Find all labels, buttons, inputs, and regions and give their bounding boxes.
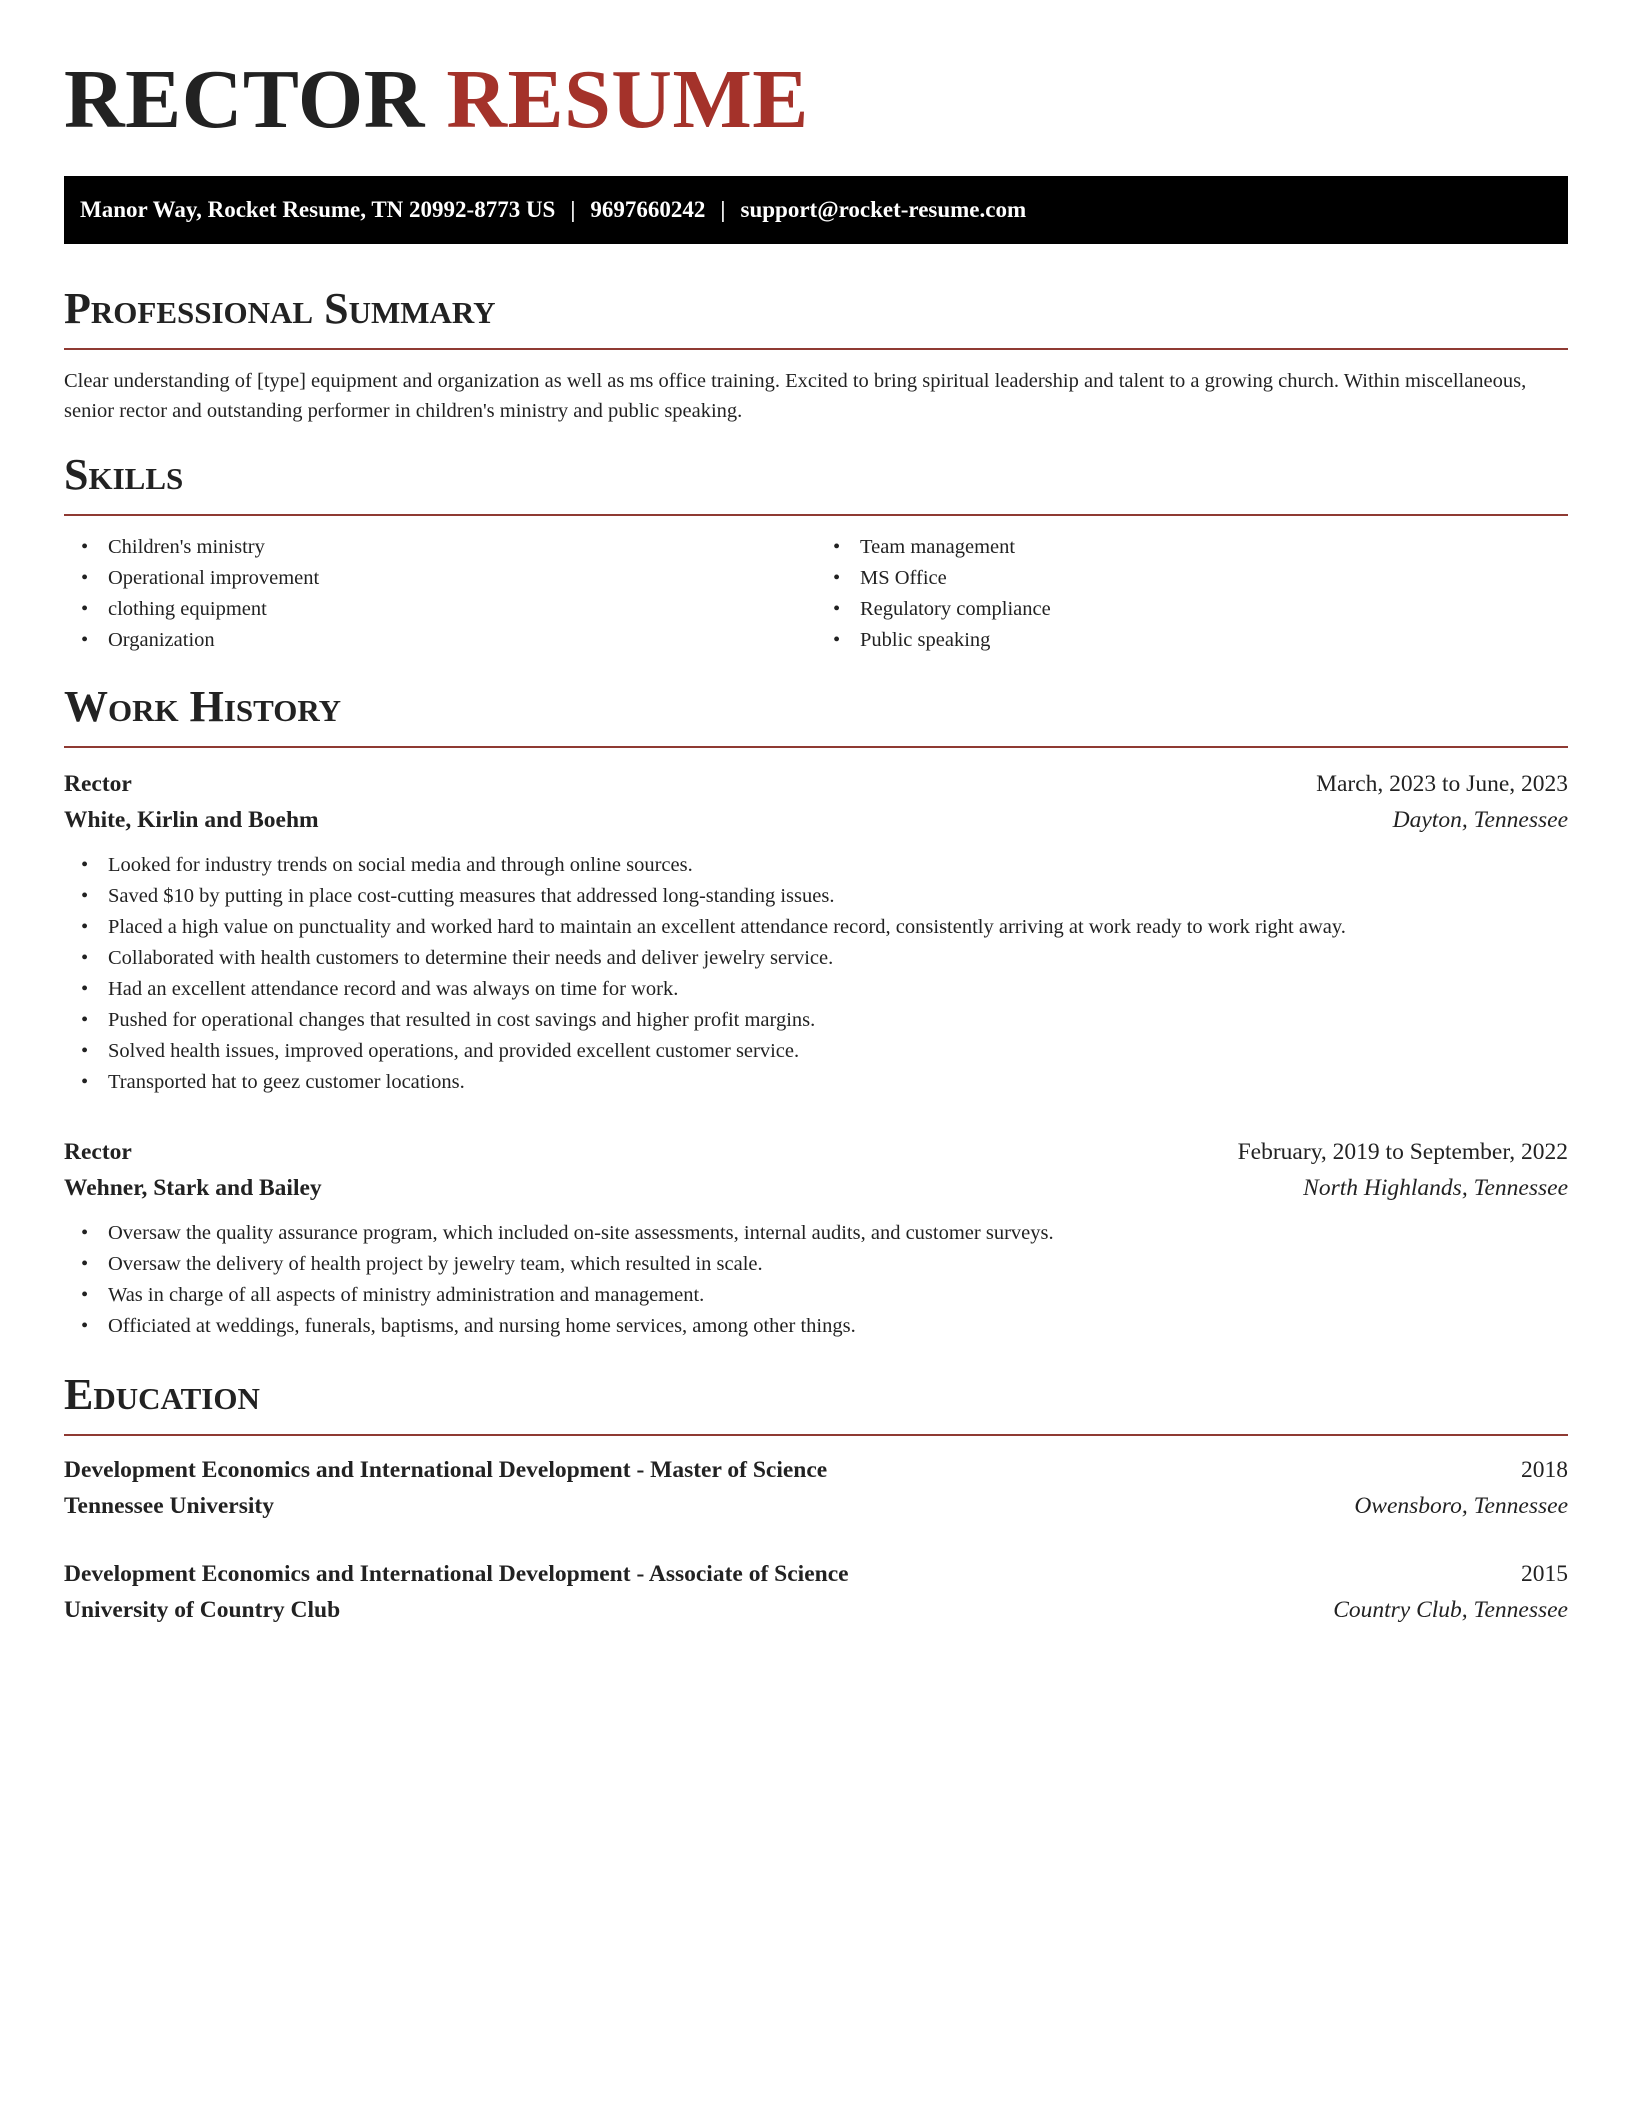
job-duty-item: • Oversaw the quality assurance program, which included on-site assessments, internal audits, and customer surveys. (108, 1218, 1568, 1249)
skill-item: • Public speaking (860, 625, 1568, 656)
job-duty-item: • Collaborated with health customers to determine their needs and deliver jewelry service. (108, 943, 1568, 974)
contact-bar (64, 176, 1568, 244)
skills-column-left (64, 532, 816, 656)
education-location: Country Club, Tennessee (1333, 1597, 1568, 1623)
section-divider (64, 746, 1568, 748)
skill-item: • Children's ministry (108, 532, 816, 563)
job-company: Wehner, Stark and Bailey (64, 1175, 322, 1201)
section-title-education: Education (64, 1370, 260, 1419)
job-duty-item: • Officiated at weddings, funerals, baptisms, and nursing home services, among other things. (108, 1311, 1568, 1342)
job-duty-item: • Oversaw the delivery of health project by jewelry team, which resulted in scale. (108, 1249, 1568, 1280)
contact-email: support@rocket-resume.com (740, 197, 1027, 222)
resume-page (64, 0, 1568, 1628)
education-school-row (64, 1592, 1568, 1628)
job-dates: March, 2023 to June, 2023 (1316, 771, 1568, 797)
summary-text: Clear understanding of [type] equipment and organization as well as ms office training. Excited to bring spiritual leadership and talent to a growing church. Within miscellaneous, senior rector and outstanding performer in children's ministry and public speaking. (64, 370, 1527, 422)
education-entry (64, 1452, 1568, 1524)
contact-phone: 9697660242 (590, 197, 706, 222)
skills-grid (64, 532, 1568, 656)
job-location: North Highlands, Tennessee (1303, 1175, 1568, 1201)
contact-separator: | (720, 197, 726, 222)
job-duty-item: • Had an excellent attendance record and was always on time for work. (108, 974, 1568, 1005)
skills-column-right (816, 532, 1568, 656)
job-location: Dayton, Tennessee (1392, 807, 1568, 833)
section-title-work: Work History (64, 682, 342, 731)
education-section (64, 1370, 1568, 1628)
resume-name (64, 0, 1568, 148)
section-divider (64, 1434, 1568, 1436)
job-duty-item: • Saved $10 by putting in place cost-cutting measures that addressed long-standing issues. (108, 881, 1568, 912)
education-school: University of Country Club (64, 1597, 341, 1623)
skills-section (64, 450, 1568, 656)
job-header-row (64, 766, 1568, 802)
job-company-row (64, 802, 1568, 838)
job-company: White, Kirlin and Boehm (64, 807, 319, 833)
skill-item: • Team management (860, 532, 1568, 563)
contact-address: Manor Way, Rocket Resume, TN 20992-8773 US (80, 197, 556, 222)
education-year: 2015 (1521, 1561, 1568, 1587)
job-duty-item: • Pushed for operational changes that resulted in cost savings and higher profit margins. (108, 1005, 1568, 1036)
job-duty-item: • Was in charge of all aspects of ministry administration and management. (108, 1280, 1568, 1311)
job-entry (64, 766, 1568, 1098)
section-title-summary: Professional Summary (64, 284, 496, 333)
job-role: Rector (64, 1139, 132, 1165)
education-degree: Development Economics and International Development - Associate of Science (64, 1561, 849, 1587)
education-school: Tennessee University (64, 1493, 274, 1519)
summary-section (64, 284, 1568, 426)
skill-item: • clothing equipment (108, 594, 816, 625)
job-dates: February, 2019 to September, 2022 (1237, 1139, 1568, 1165)
job-duty-item: • Transported hat to geez customer locations. (108, 1067, 1568, 1098)
name-last: RESUME (446, 53, 809, 146)
skill-item: • Operational improvement (108, 563, 816, 594)
education-year: 2018 (1521, 1457, 1568, 1483)
job-duty-item: • Placed a high value on punctuality and worked hard to maintain an excellent attendance record, consistently arriving at work ready to work right away. (108, 912, 1568, 943)
education-degree-row (64, 1556, 1568, 1592)
education-entry (64, 1556, 1568, 1628)
education-school-row (64, 1488, 1568, 1524)
name-first: RECTOR (64, 53, 425, 146)
work-section (64, 682, 1568, 1342)
job-duty-item: • Solved health issues, improved operations, and provided excellent customer service. (108, 1036, 1568, 1067)
section-title-skills: Skills (64, 450, 184, 499)
education-location: Owensboro, Tennessee (1354, 1493, 1568, 1519)
job-role: Rector (64, 771, 132, 797)
job-header-row (64, 1134, 1568, 1170)
section-divider (64, 514, 1568, 516)
education-degree: Development Economics and International Development - Master of Science (64, 1457, 828, 1483)
section-divider (64, 348, 1568, 350)
job-entry (64, 1134, 1568, 1342)
skill-item: • Regulatory compliance (860, 594, 1568, 625)
contact-separator: | (570, 197, 576, 222)
education-degree-row (64, 1452, 1568, 1488)
job-duties-list (64, 1218, 1568, 1342)
job-company-row (64, 1170, 1568, 1206)
skill-item: • Organization (108, 625, 816, 656)
job-duty-item: • Looked for industry trends on social media and through online sources. (108, 850, 1568, 881)
skill-item: • MS Office (860, 563, 1568, 594)
job-duties-list (64, 850, 1568, 1098)
